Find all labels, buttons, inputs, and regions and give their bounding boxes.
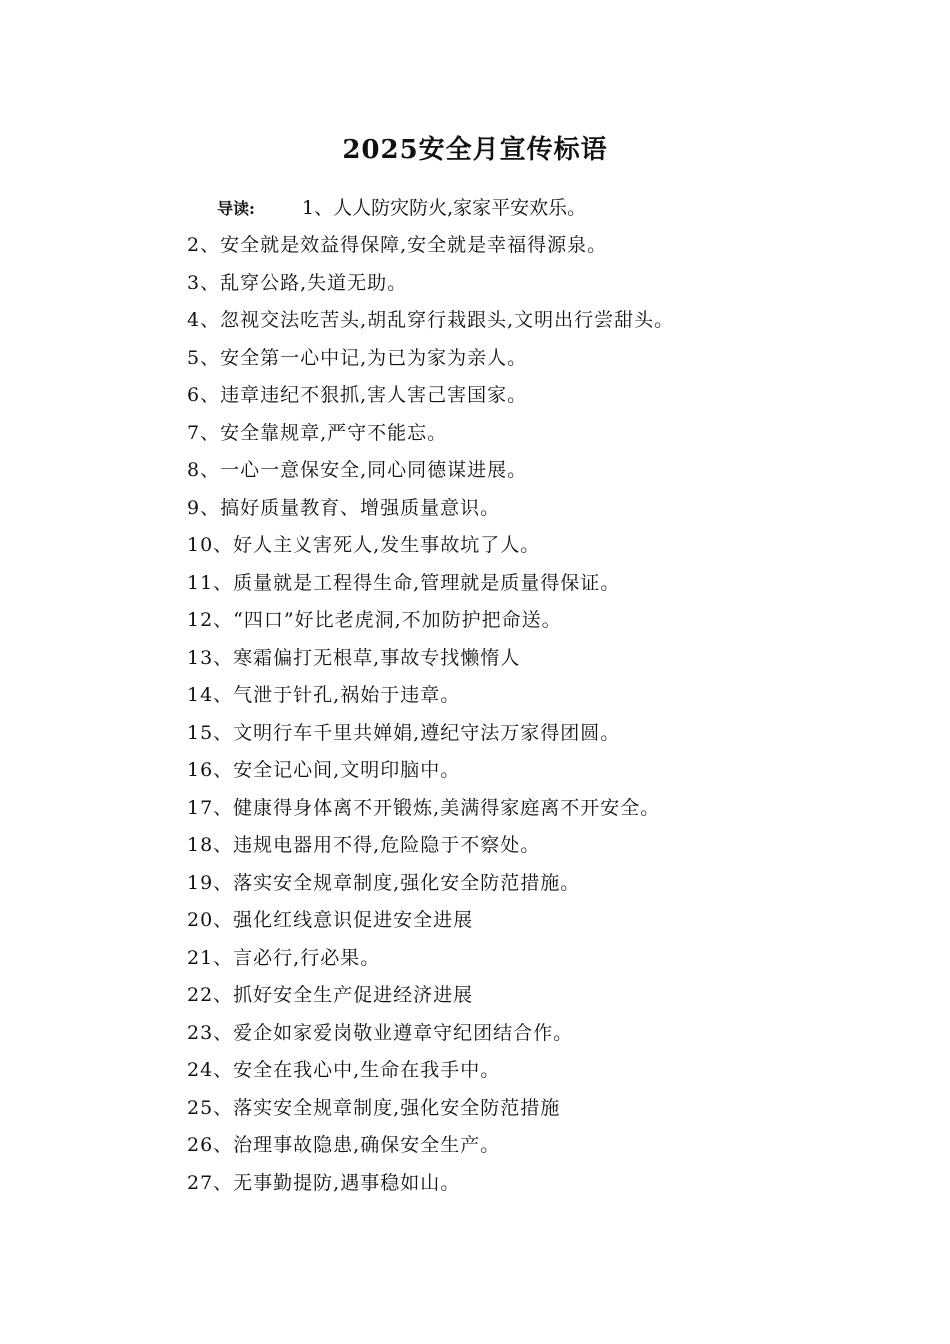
slogan-item: 6、违章违纪不狠抓,害人害己害国家。: [187, 384, 528, 406]
slogan-item: 9、搞好质量教育、增强质量意识。: [187, 496, 501, 519]
page-title: 2025安全月宣传标语: [342, 135, 608, 165]
slogan-list: [187, 227, 674, 1202]
slogan-item: 5、安全第一心中记,为已为家为亲人。: [187, 346, 528, 369]
slogan-item: 19、落实安全规章制度,强化安全防范措施。: [187, 871, 581, 894]
slogan-item: 16、安全记心间,文明印脑中。: [187, 759, 461, 781]
slogan-item: 25、落实安全规章制度,强化安全防范措施: [187, 1096, 561, 1119]
slogan-item: 27、无事勤提防,遇事稳如山。: [187, 1171, 461, 1194]
slogan-item: 20、强化红线意识促进安全进展: [187, 909, 474, 931]
slogan-item: 12、“四口”好比老虎洞,不加防护把命送。: [187, 609, 562, 631]
slogan-item: 4、忽视交法吃苦头,胡乱穿行栽跟头,文明出行尝甜头。: [187, 309, 675, 331]
slogan-item: 22、抓好安全生产促进经济进展: [187, 984, 474, 1006]
slogan-item: 17、健康得身体离不开锻炼,美满得家庭离不开安全。: [187, 796, 661, 819]
intro-line: [217, 190, 586, 227]
slogan-item: 8、一心一意保安全,同心同德谋进展。: [187, 459, 528, 481]
slogan-item: 14、气泄于针孔,祸始于违章。: [187, 684, 461, 706]
slogan-item: 24、安全在我心中,生命在我手中。: [187, 1059, 501, 1081]
slogan-item: 23、爱企如家爱岗敬业遵章守纪团结合作。: [187, 1021, 574, 1044]
slogan-item: 15、文明行车千里共婵娟,遵纪守法万家得团圆。: [187, 721, 621, 744]
intro-label: 导读:: [217, 199, 255, 218]
slogan-item: 11、质量就是工程得生命,管理就是质量得保证。: [187, 571, 621, 594]
slogan-item: 18、违规电器用不得,危险隐于不察处。: [187, 834, 541, 856]
slogan-item-1: 1、人人防灾防火,家家平安欢乐。: [302, 197, 587, 219]
slogan-item: 10、好人主义害死人,发生事故坑了人。: [187, 534, 541, 556]
slogan-item: 13、寒霜偏打无根草,事故专找懒惰人: [187, 646, 521, 669]
slogan-item: 26、治理事故隐患,确保安全生产。: [187, 1134, 501, 1156]
slogan-item: 21、言必行,行必果。: [187, 946, 381, 969]
slogan-item: 3、乱穿公路,失道无助。: [187, 271, 408, 294]
slogan-item: 2、安全就是效益得保障,安全就是幸福得源泉。: [187, 234, 608, 256]
slogan-item: 7、安全靠规章,严守不能忘。: [187, 421, 448, 444]
